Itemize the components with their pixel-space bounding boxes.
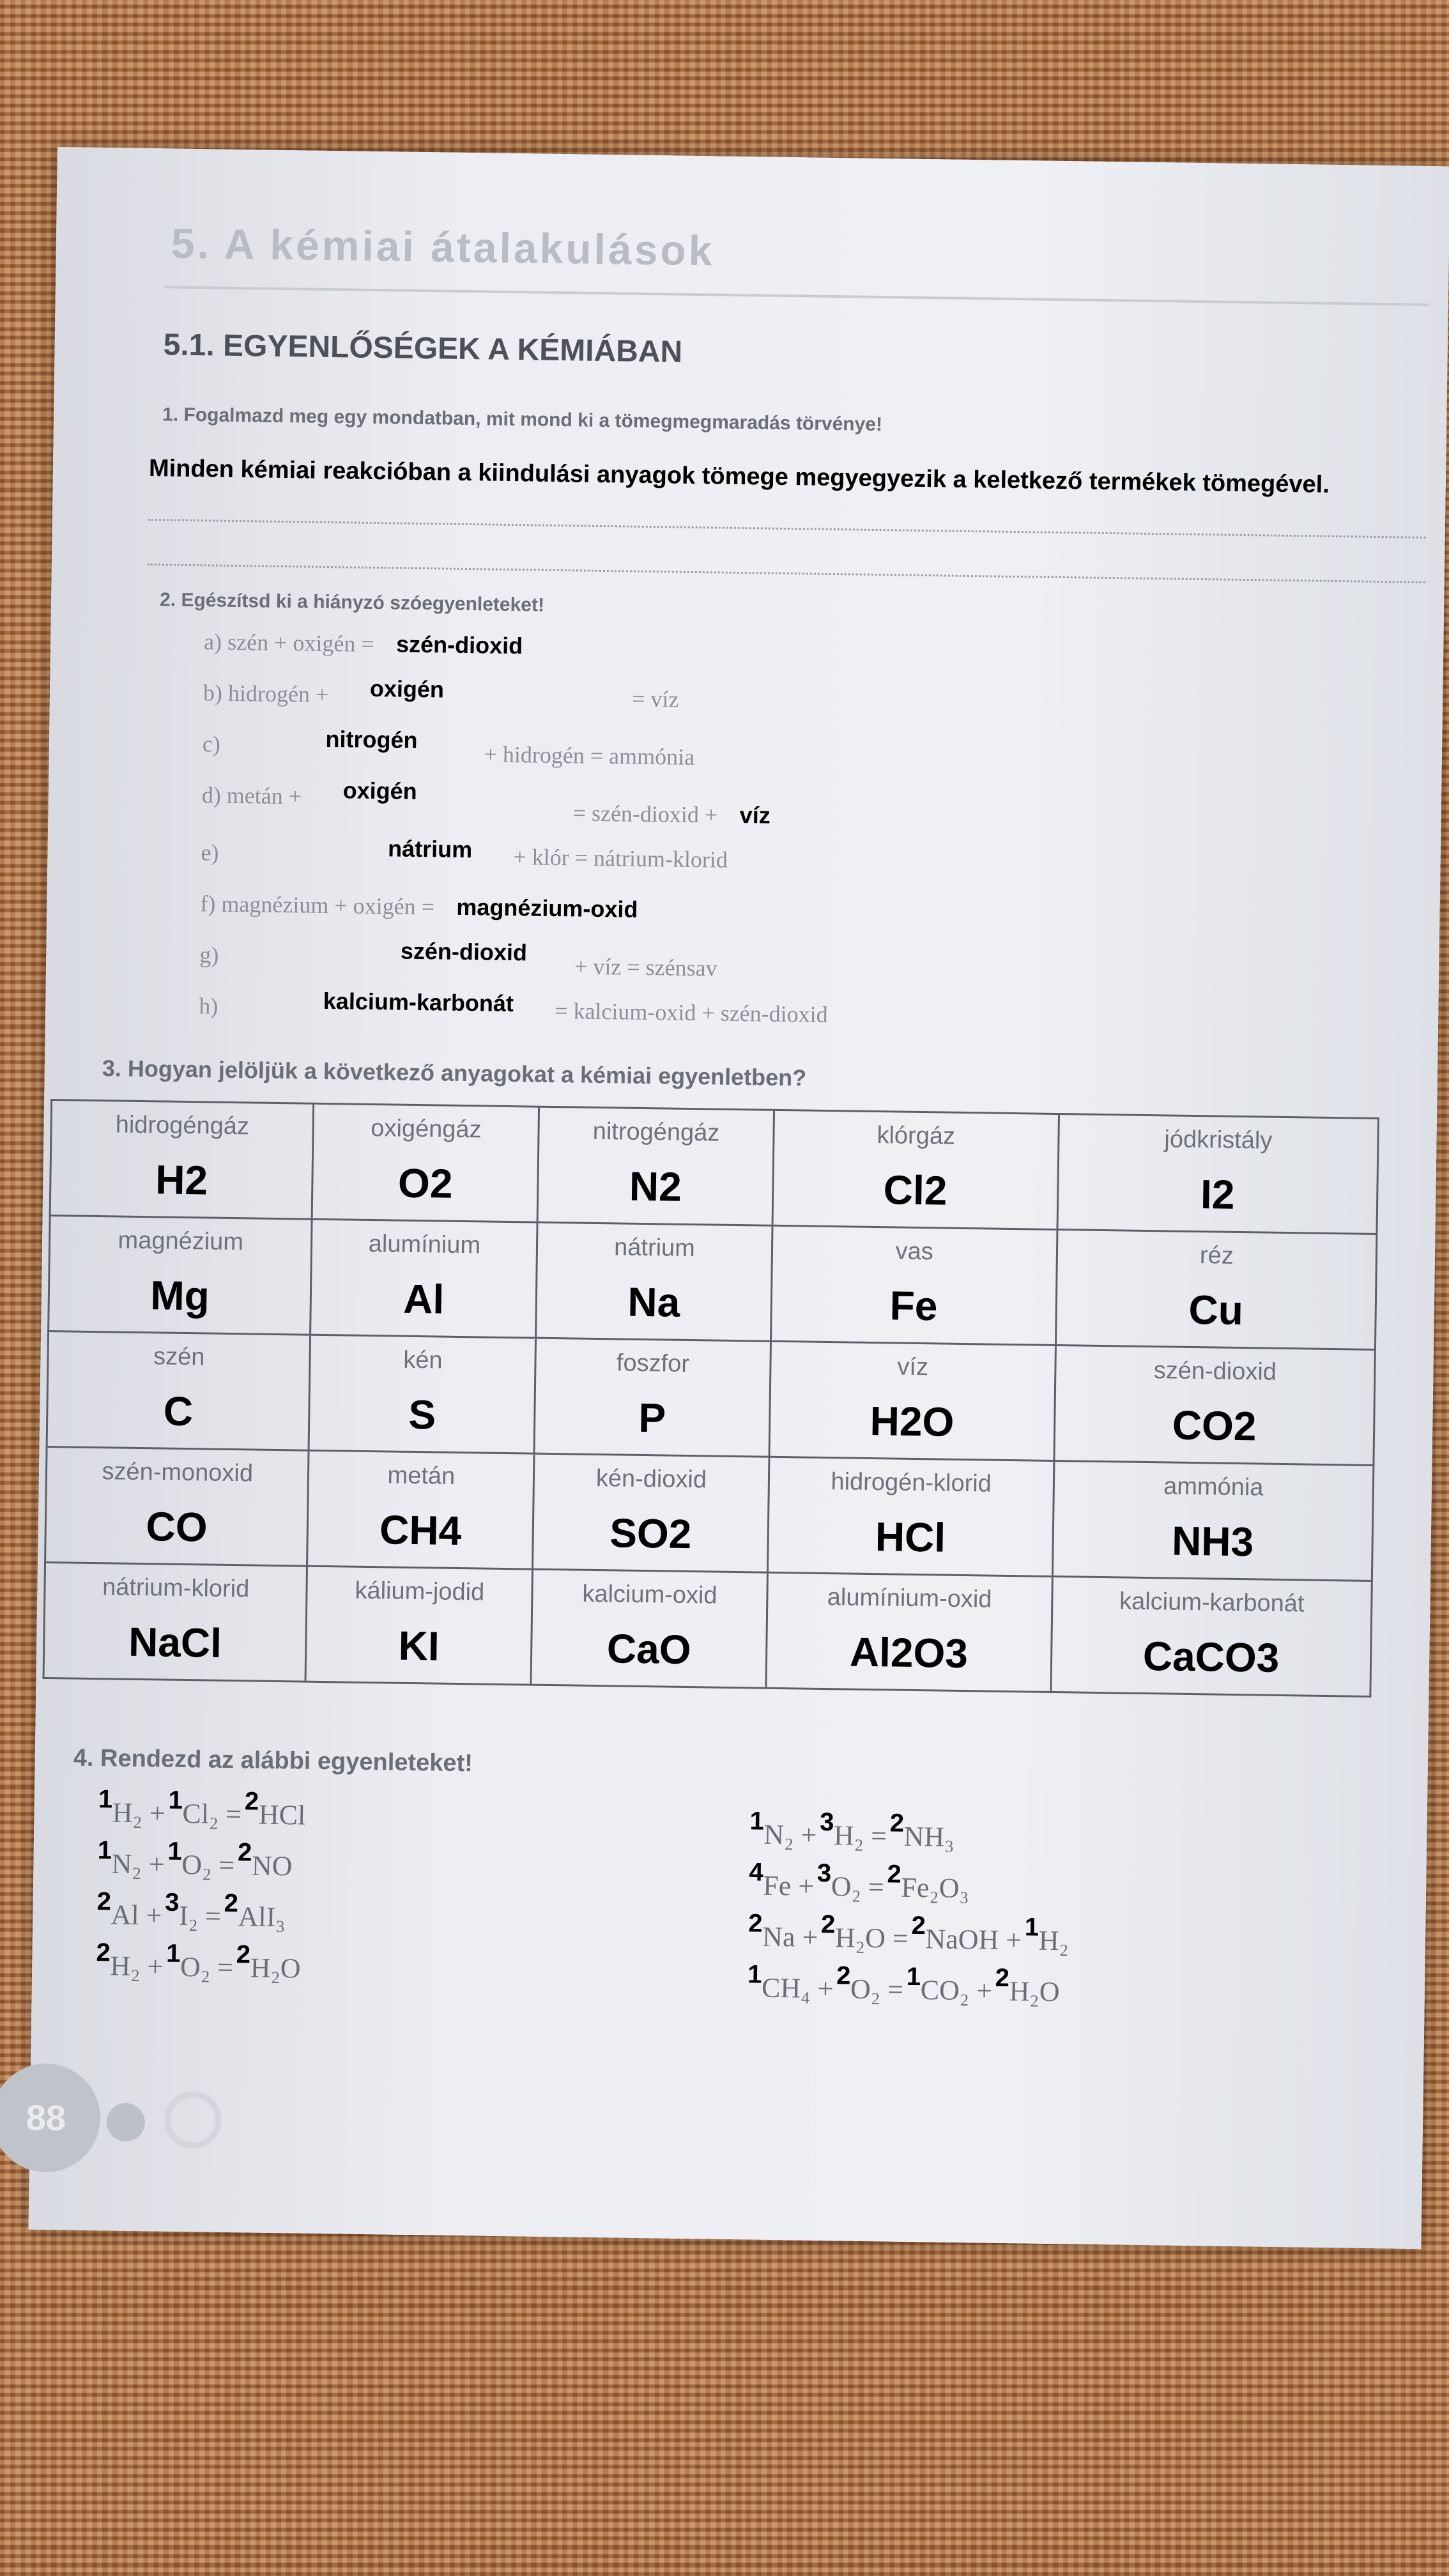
equation-part: H₂ + — [112, 1797, 166, 1829]
substance-symbol: Cl2 — [883, 1167, 947, 1214]
substance-name: klórgáz — [877, 1122, 956, 1150]
substance-name: szén — [153, 1343, 205, 1371]
task2-line-c — [202, 725, 695, 770]
table-cell — [1052, 1460, 1374, 1581]
task2-line-a — [204, 628, 523, 659]
task2-prompt: 2. Egészítsd ki a hiányzó szóegyenleteket! — [159, 589, 545, 616]
table-cell — [43, 1562, 307, 1682]
substance-name: kálium-jodid — [355, 1577, 485, 1606]
table-cell — [1055, 1230, 1377, 1350]
coefficient: 1 — [1024, 1913, 1039, 1942]
equation-part: H₂O — [1009, 1975, 1060, 2008]
line-answer-2: víz — [739, 802, 771, 829]
substance-name: kalcium-karbonát — [1119, 1588, 1305, 1618]
chapter-title: 5. A kémiai átalakulások — [171, 219, 715, 275]
substance-symbol: CH4 — [379, 1506, 462, 1554]
line-rest: = szén-dioxid + — [572, 800, 718, 828]
line-rest: = kalcium-oxid + szén-dioxid — [554, 997, 828, 1027]
substance-symbol: O2 — [397, 1160, 453, 1207]
substance-symbol: HCl — [875, 1514, 946, 1561]
equation — [97, 1836, 305, 1901]
equation-part: HCl — [258, 1798, 306, 1831]
equation-part: O₂ = — [850, 1973, 904, 2005]
substance-name: metán — [387, 1462, 456, 1490]
substance-symbol: Al2O3 — [849, 1629, 969, 1677]
table-row — [47, 1331, 1375, 1465]
substance-name: alumínium-oxid — [827, 1584, 992, 1613]
table-cell — [307, 1450, 534, 1569]
equation-part: Cl₂ = — [182, 1797, 242, 1830]
substance-name: kén — [402, 1346, 443, 1374]
coefficient: 2 — [820, 1910, 836, 1939]
line-label: g) — [199, 942, 219, 968]
coefficient: 2 — [889, 1809, 905, 1837]
coefficient: 2 — [836, 1961, 851, 1990]
equation-part: AlI₃ — [238, 1901, 286, 1933]
coefficient: 2 — [96, 1887, 112, 1916]
equation-part: CO₂ + — [920, 1974, 993, 2007]
substance-name: kén-dioxid — [595, 1464, 707, 1494]
equation-part: N₂ + — [111, 1848, 165, 1880]
table-cell — [1051, 1576, 1372, 1696]
section-title: 5.1. EGYENLŐSÉGEK A KÉMIÁBAN — [163, 328, 683, 369]
line-label: b) hidrogén + — [203, 680, 329, 708]
substance-name: jódkristály — [1164, 1126, 1273, 1154]
equation-part: NO — [251, 1850, 293, 1882]
coefficient: 1 — [749, 1807, 765, 1836]
line-answer: nitrogén — [325, 725, 418, 753]
equation-part: NH₃ — [903, 1820, 954, 1853]
substance-symbol: P — [638, 1394, 666, 1441]
equation — [98, 1785, 306, 1850]
task1-dotted-line — [148, 519, 1426, 539]
coefficient: 1 — [906, 1962, 921, 1991]
line-label: f) magnézium + oxigén = — [200, 891, 435, 920]
coefficient: 2 — [244, 1787, 259, 1816]
task1-answer: Minden kémiai reakcióban a kiindulási anyagok tömege megyegyezik a keletkező termékek tömegével. — [148, 455, 1330, 498]
table-cell — [312, 1103, 539, 1222]
line-answer: oxigén — [342, 777, 417, 804]
substance-symbol: SO2 — [609, 1510, 692, 1558]
textbook-page — [28, 147, 1449, 2249]
page-number: 88 — [0, 2063, 101, 2173]
substance-name: kalcium-oxid — [582, 1580, 717, 1609]
task2-line-g — [199, 937, 717, 981]
task2-line-d — [201, 777, 771, 829]
equation — [749, 1807, 1070, 1873]
coefficient: 4 — [749, 1858, 763, 1887]
coefficient: 1 — [98, 1785, 113, 1814]
table-cell — [1054, 1345, 1376, 1465]
substance-name: vas — [895, 1238, 934, 1266]
table-cell — [772, 1110, 1059, 1229]
line-label: e) — [201, 839, 219, 866]
task4-left-column — [95, 1785, 306, 2004]
substance-name: réz — [1199, 1242, 1234, 1269]
substance-symbol: I2 — [1200, 1171, 1235, 1218]
substance-symbol: CO — [146, 1503, 208, 1551]
table-cell — [49, 1215, 312, 1335]
line-label: d) metán + — [201, 782, 302, 809]
task2-line-b — [203, 675, 679, 712]
line-label: a) szén + oxigén = — [203, 629, 374, 657]
substance-name: nátrium-klorid — [102, 1574, 250, 1603]
substance-name: nitrogéngáz — [592, 1117, 720, 1147]
line-answer: szén-dioxid — [400, 937, 528, 966]
table-cell — [537, 1107, 774, 1225]
equation-part: H₂O = — [834, 1922, 909, 1954]
line-label: h) — [198, 993, 218, 1019]
substance-name: szén-dioxid — [1153, 1357, 1277, 1386]
substance-name: hidrogén-klorid — [831, 1468, 992, 1498]
decorative-dot — [106, 2103, 145, 2142]
substance-name: hidrogéngáz — [115, 1111, 250, 1140]
substance-symbol: Fe — [889, 1282, 938, 1330]
decorative-ring — [164, 2091, 222, 2149]
substance-symbol: N2 — [629, 1163, 682, 1210]
table-cell — [305, 1566, 532, 1685]
chapter-rule — [164, 286, 1429, 306]
substance-symbol: C — [163, 1388, 194, 1435]
substance-symbol: H2O — [870, 1397, 954, 1445]
substance-name: alumínium — [368, 1230, 481, 1259]
table-cell — [45, 1446, 309, 1566]
table-cell — [766, 1572, 1053, 1692]
coefficient: 1 — [97, 1836, 112, 1865]
table-cell — [310, 1219, 537, 1338]
equation-part: O₂ = — [181, 1848, 235, 1882]
substance-name: magnézium — [118, 1227, 244, 1256]
table-row — [49, 1215, 1377, 1349]
coefficient: 2 — [747, 1909, 763, 1938]
table-cell — [47, 1331, 310, 1450]
substance-symbol: KI — [398, 1622, 440, 1669]
substance-symbol: CaCO3 — [1142, 1632, 1280, 1681]
substance-name: nátrium — [613, 1234, 696, 1262]
table-row — [50, 1100, 1378, 1234]
equation-part: Fe + — [763, 1869, 815, 1902]
table-cell — [1057, 1114, 1379, 1234]
task2-line-h — [198, 987, 828, 1028]
substance-name: foszfor — [616, 1349, 690, 1377]
coefficient: 2 — [995, 1963, 1010, 1993]
equation-part: O₂ = — [831, 1871, 885, 1903]
equation-part: NaOH + — [925, 1923, 1022, 1956]
equation-part: Al + — [111, 1899, 162, 1931]
equation-part: O₂ = — [180, 1951, 234, 1984]
substance-symbol: Mg — [150, 1272, 210, 1319]
equation-part: N₂ + — [763, 1818, 817, 1851]
table-row — [45, 1446, 1374, 1581]
line-label: c) — [202, 731, 221, 757]
equation-part: H₂ — [1038, 1924, 1070, 1957]
table-cell — [534, 1338, 770, 1457]
line-answer: magnézium-oxid — [456, 893, 638, 923]
coefficient: 3 — [164, 1888, 180, 1917]
substance-symbol: NH3 — [1171, 1517, 1254, 1565]
line-answer: nátrium — [387, 835, 473, 863]
line-rest: + klór = nátrium-klorid — [513, 844, 728, 873]
coefficient: 1 — [168, 1786, 183, 1814]
table-cell — [50, 1100, 314, 1220]
equation-part: H₂ = — [833, 1820, 887, 1852]
coefficient: 1 — [167, 1837, 182, 1866]
line-answer: kalcium-karbonát — [323, 987, 514, 1017]
table-cell — [531, 1569, 767, 1688]
line-answer: szén-dioxid — [395, 631, 523, 659]
coefficient: 2 — [224, 1889, 239, 1918]
substance-symbol: NaCl — [128, 1618, 222, 1666]
substance-name: víz — [897, 1353, 929, 1381]
equation — [747, 1960, 1068, 2027]
substance-name: szén-monoxid — [102, 1458, 254, 1487]
table-cell — [767, 1457, 1054, 1576]
task2-line-f — [200, 890, 638, 923]
task3-prompt: 3. Hogyan jelöljük a következő anyagokat a kémiai egyenletben? — [102, 1055, 807, 1091]
line-answer: oxigén — [369, 675, 445, 703]
task4-right-column — [747, 1807, 1070, 2027]
line-rest: = víz — [631, 686, 679, 712]
table-cell — [769, 1341, 1056, 1460]
line-rest: + hidrogén = ammónia — [484, 741, 695, 770]
substance-symbol: CO2 — [1172, 1402, 1257, 1450]
coefficient: 2 — [887, 1860, 902, 1889]
coefficient: 2 — [237, 1838, 252, 1867]
task2-line-e — [201, 835, 728, 873]
substance-name: oxigéngáz — [371, 1114, 482, 1144]
equation-part: H₂O — [250, 1952, 301, 1984]
substance-name: ammónia — [1163, 1473, 1264, 1501]
coefficient: 2 — [236, 1940, 251, 1969]
table-cell — [309, 1335, 535, 1453]
coefficient: 2 — [911, 1911, 926, 1940]
coefficient: 3 — [816, 1859, 832, 1888]
coefficient: 3 — [819, 1807, 834, 1837]
equation — [96, 1887, 305, 1952]
substance-symbol: S — [408, 1391, 436, 1438]
substance-symbol: Al — [402, 1275, 445, 1322]
coefficient: 1 — [747, 1960, 762, 1989]
table-cell — [533, 1453, 769, 1572]
table-row — [43, 1562, 1372, 1696]
equation-part: Na + — [762, 1920, 818, 1953]
equation — [748, 1858, 1070, 1924]
task1-prompt: 1. Fogalmazd meg egy mondatban, mit mond ki a tömegmegmaradás törvénye! — [162, 404, 883, 436]
substance-symbol: H2 — [155, 1156, 208, 1204]
substance-symbol: Na — [627, 1278, 680, 1326]
task1-dotted-line — [148, 564, 1425, 583]
equation — [95, 1938, 303, 2004]
equation-part: Fe₂O₃ — [901, 1871, 970, 1905]
table-cell — [770, 1225, 1057, 1345]
substance-symbol: CaO — [606, 1625, 692, 1673]
line-rest: + víz = szénsav — [574, 953, 717, 981]
coefficient: 1 — [165, 1939, 181, 1968]
symbol-table — [43, 1099, 1379, 1698]
coefficient: 2 — [96, 1938, 111, 1967]
substance-symbol: Cu — [1188, 1286, 1244, 1334]
task4-prompt: 4. Rendezd az alábbi egyenleteket! — [73, 1744, 473, 1777]
table-cell — [536, 1222, 772, 1341]
equation-part: CH₄ + — [761, 1972, 834, 2005]
equation-part: H₂ + — [110, 1950, 164, 1982]
equation-part: I₂ = — [178, 1899, 222, 1932]
